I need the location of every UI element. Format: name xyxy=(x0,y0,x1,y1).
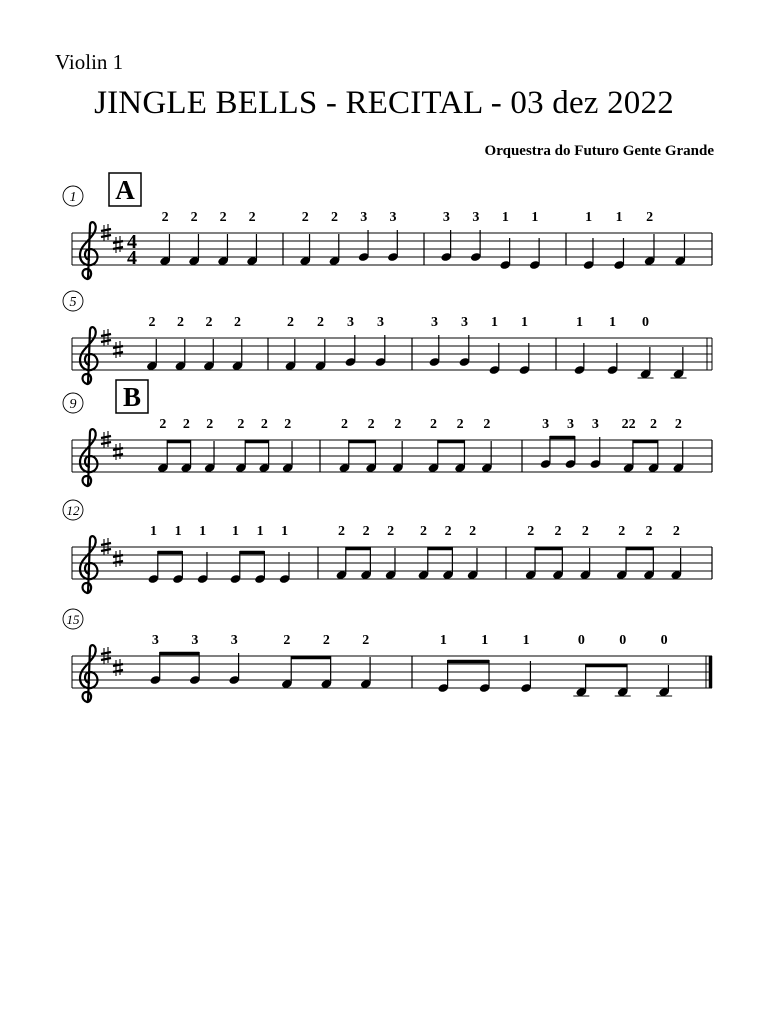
note xyxy=(428,417,440,473)
measure xyxy=(157,417,294,473)
measure-number-text: 9 xyxy=(69,397,77,412)
measure xyxy=(429,315,531,375)
note xyxy=(418,524,430,580)
note xyxy=(489,315,501,375)
fingering: 3 xyxy=(472,210,480,225)
staff-system xyxy=(63,173,712,279)
fingering: 1 xyxy=(481,633,489,648)
note xyxy=(339,417,351,473)
ensemble-credit: Orquestra do Futuro Gente Grande xyxy=(484,143,714,159)
note xyxy=(146,315,158,371)
key-sharp-c xyxy=(113,443,123,460)
fingering: 2 xyxy=(322,633,330,648)
treble-clef xyxy=(80,222,97,279)
fingering: 2 xyxy=(219,210,227,225)
fingering: 2 xyxy=(233,315,241,330)
fingering: 2 xyxy=(237,417,245,432)
fingering: 3 xyxy=(230,633,238,648)
fingering: 3 xyxy=(151,633,159,648)
fingering: 3 xyxy=(542,417,550,432)
fingering: 3 xyxy=(431,315,438,330)
fingering: 3 xyxy=(461,315,468,330)
note xyxy=(365,417,377,473)
measure-number-text: 1 xyxy=(69,190,77,205)
key-sharp-c xyxy=(113,550,123,567)
fingering: 1 xyxy=(149,524,157,539)
measure xyxy=(149,633,371,689)
treble-clef xyxy=(80,536,97,593)
measure-number xyxy=(63,500,83,520)
fingering: 0 xyxy=(577,633,585,648)
note xyxy=(442,524,454,580)
fingering: 3 xyxy=(442,210,450,225)
note xyxy=(230,524,242,584)
note xyxy=(656,633,672,697)
note xyxy=(320,633,332,689)
fingering: 1 xyxy=(491,315,498,330)
note xyxy=(670,524,682,580)
fingering: 2 xyxy=(161,210,169,225)
note xyxy=(180,417,192,473)
staff-system xyxy=(63,380,712,486)
fingering: 2 xyxy=(618,524,626,539)
fingering: 2 xyxy=(317,315,324,330)
note xyxy=(616,524,628,580)
note xyxy=(459,315,471,367)
note xyxy=(454,417,466,473)
measure xyxy=(437,633,672,697)
fingering: 2 xyxy=(554,524,562,539)
note xyxy=(589,417,601,469)
fingering: 1 xyxy=(501,210,509,225)
note xyxy=(360,524,372,580)
note xyxy=(385,524,397,580)
measure-number-text: 15 xyxy=(66,612,80,627)
fingering: 2 xyxy=(284,417,292,432)
note xyxy=(499,210,511,270)
note xyxy=(392,417,404,473)
note xyxy=(285,315,297,371)
note xyxy=(149,633,161,685)
fingering: 3 xyxy=(360,210,368,225)
fingering: 1 xyxy=(256,524,264,539)
measure-number xyxy=(63,291,83,311)
fingering: 2 xyxy=(672,524,680,539)
measure-number-text: 5 xyxy=(69,295,77,310)
time-signature-top: 4 xyxy=(127,231,137,253)
note xyxy=(470,210,482,262)
note xyxy=(481,417,493,473)
note xyxy=(189,633,201,685)
fingering: 2 xyxy=(419,524,427,539)
measure xyxy=(336,524,479,580)
fingering: 3 xyxy=(191,633,199,648)
note xyxy=(525,524,537,580)
fingering: 0 xyxy=(660,633,668,648)
rehearsal-mark-letter: A xyxy=(115,175,135,205)
fingering: 1 xyxy=(199,524,207,539)
fingering: 2 xyxy=(645,524,653,539)
fingering: 2 xyxy=(287,315,294,330)
note xyxy=(157,417,169,473)
note xyxy=(281,633,293,689)
fingering: 2 xyxy=(362,633,370,648)
note xyxy=(360,633,372,689)
note xyxy=(429,315,441,367)
rehearsal-mark xyxy=(116,380,148,413)
note xyxy=(574,315,586,375)
note xyxy=(217,210,229,266)
treble-clef xyxy=(80,429,97,486)
note xyxy=(552,524,564,580)
note xyxy=(638,315,654,379)
key-sharp-c xyxy=(113,236,123,253)
fingering: 2 xyxy=(444,524,452,539)
measure xyxy=(159,210,258,266)
note xyxy=(583,210,595,270)
fingering: 1 xyxy=(174,524,182,539)
fingering: 2 xyxy=(190,210,198,225)
fingering: 2 xyxy=(340,417,348,432)
staff-system xyxy=(63,291,712,384)
note xyxy=(440,210,452,262)
treble-clef xyxy=(80,327,97,384)
measure xyxy=(583,210,686,270)
fingering: 2 xyxy=(301,210,309,225)
note xyxy=(579,524,591,580)
fingering: 1 xyxy=(585,210,593,225)
fingering: 2 xyxy=(387,524,395,539)
note xyxy=(159,210,171,266)
note xyxy=(279,524,291,584)
fingering: 0 xyxy=(619,633,627,648)
measure xyxy=(525,524,682,580)
instrument-label: Violin 1 xyxy=(55,50,124,74)
note xyxy=(329,210,341,266)
note xyxy=(235,417,247,473)
note xyxy=(565,417,577,469)
fingering: 2 xyxy=(260,417,268,432)
fingering: 1 xyxy=(576,315,584,330)
measure-number xyxy=(63,186,83,206)
note xyxy=(358,210,370,262)
time-signature-bottom: 4 xyxy=(127,247,137,269)
fingering: 2 xyxy=(469,524,477,539)
measure xyxy=(540,417,685,473)
fingering: 1 xyxy=(231,524,239,539)
fingering: 2 xyxy=(581,524,589,539)
fingering: 3 xyxy=(389,210,397,225)
note xyxy=(188,210,200,266)
measure xyxy=(299,210,399,266)
key-sharp-c xyxy=(113,659,123,676)
note xyxy=(467,524,479,580)
note xyxy=(258,417,270,473)
key-sharp-c xyxy=(113,341,123,358)
treble-clef xyxy=(80,645,97,702)
fingering: 2 xyxy=(483,417,491,432)
fingering: 2 xyxy=(674,417,682,432)
fingering: 1 xyxy=(439,633,447,648)
staff-system xyxy=(63,609,712,702)
fingering: 2 xyxy=(205,315,213,330)
fingering: 2 xyxy=(176,315,184,330)
note xyxy=(520,633,532,693)
note xyxy=(228,633,240,685)
fingering: 1 xyxy=(281,524,289,539)
fingering: 3 xyxy=(377,315,384,330)
measure xyxy=(440,210,540,270)
fingering: 1 xyxy=(609,315,617,330)
fingering: 2 xyxy=(182,417,190,432)
fingering: 2 xyxy=(429,417,437,432)
rehearsal-mark-letter: B xyxy=(122,382,142,412)
fingering: 2 xyxy=(650,417,658,432)
note xyxy=(197,524,209,584)
note xyxy=(607,315,619,375)
note xyxy=(529,210,541,270)
measure xyxy=(148,524,291,584)
note xyxy=(203,315,215,371)
fingering: 2 xyxy=(394,417,402,432)
measure xyxy=(574,315,687,379)
time-signature xyxy=(127,231,137,269)
note xyxy=(613,210,625,270)
note xyxy=(387,210,399,262)
note xyxy=(437,633,449,693)
note xyxy=(232,315,244,371)
note xyxy=(671,347,687,379)
fingering: 2 xyxy=(148,315,156,330)
fingering: 1 xyxy=(531,210,539,225)
fingering: 2 xyxy=(527,524,535,539)
note xyxy=(315,315,327,371)
staff-system xyxy=(63,500,712,593)
measure xyxy=(285,315,387,371)
note xyxy=(204,417,216,473)
measure-number-text: 12 xyxy=(66,503,80,518)
fingering: 3 xyxy=(591,417,599,432)
note xyxy=(246,210,258,266)
fingering: 2 xyxy=(330,210,338,225)
note xyxy=(622,417,636,473)
note xyxy=(672,417,684,473)
note xyxy=(345,315,357,367)
fingering: 2 xyxy=(159,417,167,432)
measure-number xyxy=(63,393,83,413)
fingering: 2 xyxy=(248,210,256,225)
note xyxy=(282,417,294,473)
note xyxy=(643,524,655,580)
measure xyxy=(146,315,243,371)
rehearsal-mark xyxy=(109,173,141,206)
note xyxy=(336,524,348,580)
fingering: 3 xyxy=(567,417,575,432)
fingering: 2 xyxy=(337,524,345,539)
note xyxy=(674,234,686,266)
note xyxy=(644,210,656,266)
measure xyxy=(339,417,493,473)
page-title: JINGLE BELLS - RECITAL - 03 dez 2022 xyxy=(94,85,674,121)
measure-number xyxy=(63,609,83,629)
fingering: 3 xyxy=(347,315,354,330)
fingering: 2 xyxy=(283,633,291,648)
fingering: 2 xyxy=(206,417,214,432)
note xyxy=(299,210,311,266)
note xyxy=(540,417,552,469)
note xyxy=(175,315,187,371)
fingering: 1 xyxy=(521,315,528,330)
fingering: 2 xyxy=(646,210,654,225)
fingering: 22 xyxy=(621,417,636,432)
fingering: 2 xyxy=(367,417,375,432)
note xyxy=(648,417,660,473)
fingering: 1 xyxy=(615,210,623,225)
note xyxy=(375,315,387,367)
note xyxy=(519,315,531,375)
fingering: 0 xyxy=(642,315,650,330)
fingering: 2 xyxy=(362,524,370,539)
note xyxy=(148,524,160,584)
fingering: 1 xyxy=(522,633,530,648)
fingering: 2 xyxy=(456,417,464,432)
